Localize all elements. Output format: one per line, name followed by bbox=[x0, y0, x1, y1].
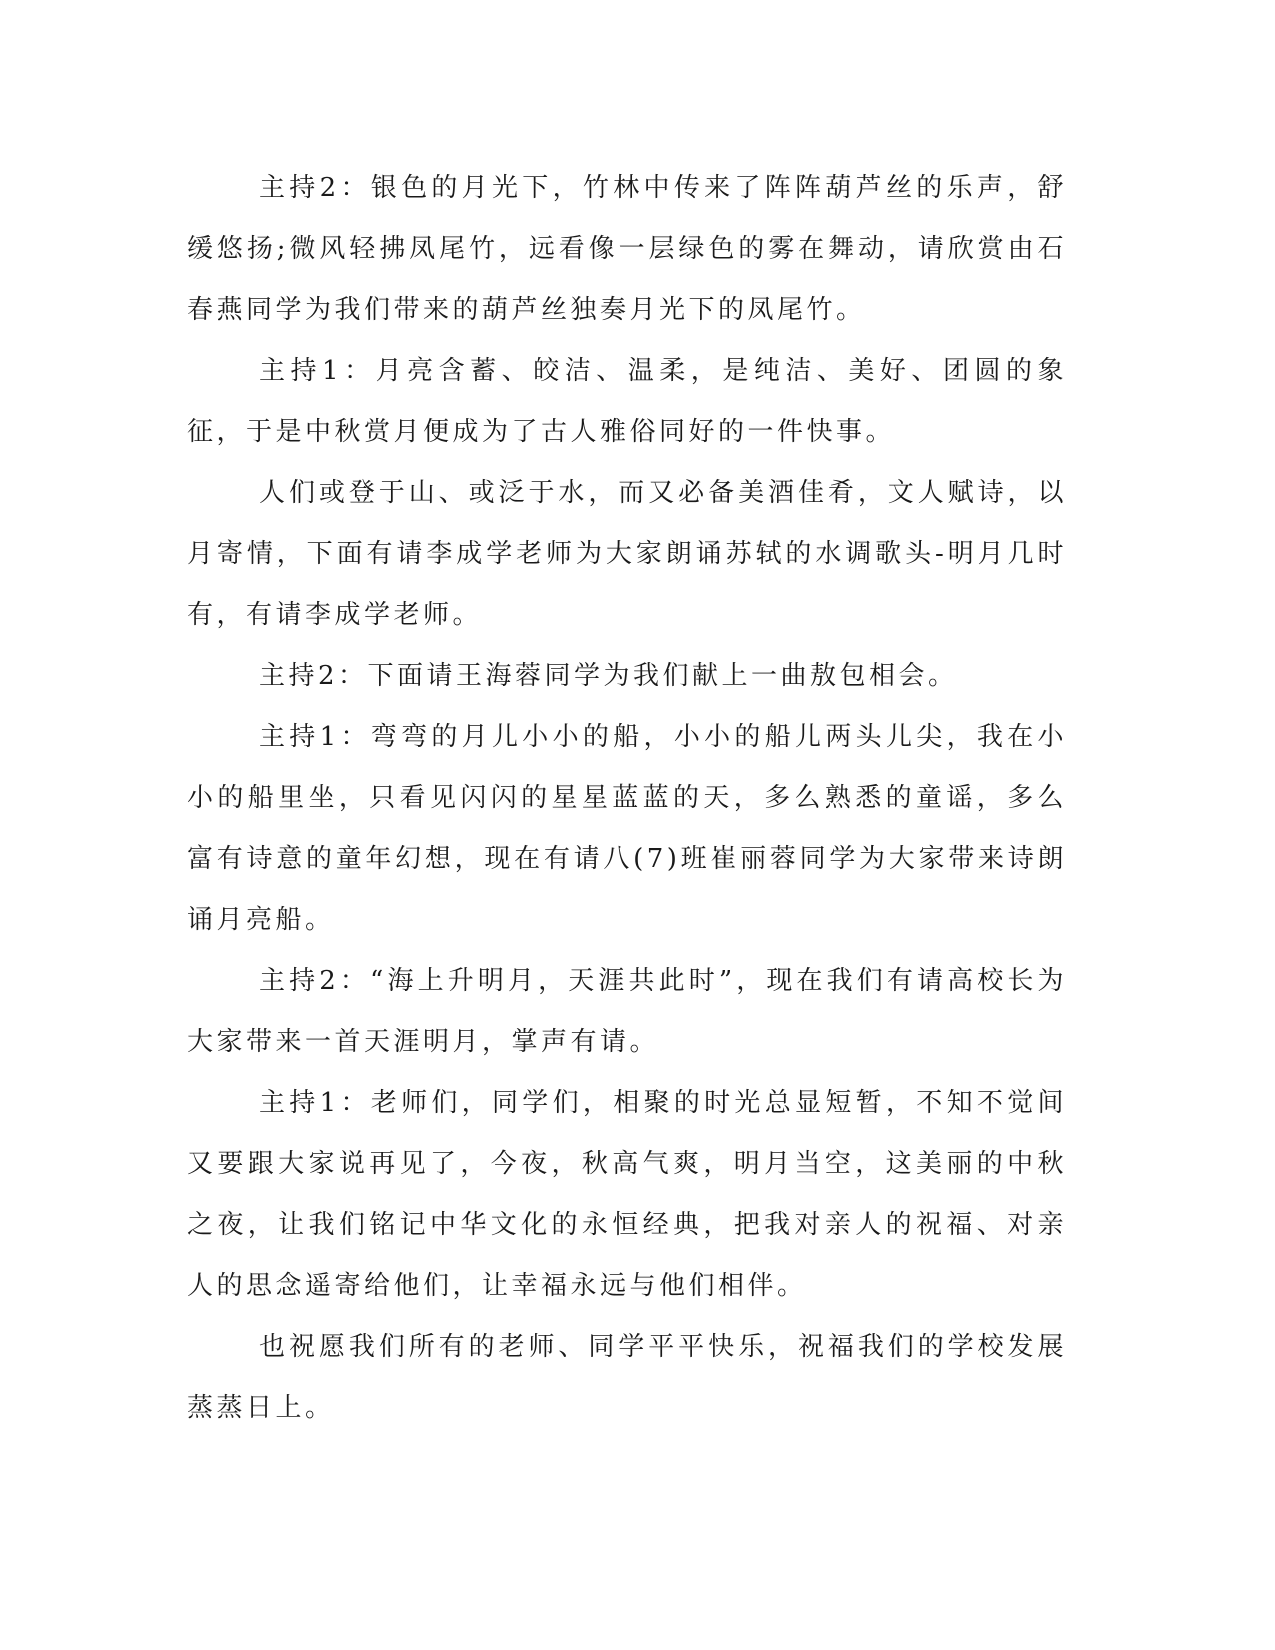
paragraph-host2-bamboo: 主持2：银色的月光下，竹林中传来了阵阵葫芦丝的乐声，舒缓悠扬;微风轻拂凤尾竹，远看像一层绿色的雾在舞动，请欣赏由石春燕同学为我们带来的葫芦丝独奏月光下的凤尾竹。 bbox=[187, 173, 1067, 325]
paragraph-host2-song: 主持2：下面请王海蓉同学为我们献上一曲敖包相会。 bbox=[259, 661, 958, 691]
paragraph-poem-recital: 人们或登于山、或泛于水，而又必备美酒佳肴，文人赋诗，以月寄情，下面有请李成学老师为大家朗诵苏轼的水调歌头-明月几时有，有请李成学老师。 bbox=[187, 478, 1067, 630]
paragraph-host1-farewell: 主持1：老师们，同学们，相聚的时光总显短暂，不知不觉间又要跟大家说再见了，今夜，秋高气爽，明月当空，这美丽的中秋之夜，让我们铭记中华文化的永恒经典，把我对亲人的祝福、对亲人的思念遥寄给他们，让幸福永远与他们相伴。 bbox=[187, 1088, 1067, 1301]
paragraph-host1-moon-boat: 主持1：弯弯的月儿小小的船，小小的船儿两头儿尖，我在小小的船里坐，只看见闪闪的星星蓝蓝的天，多么熟悉的童谣，多么富有诗意的童年幻想，现在有请八(7)班崔丽蓉同学为大家带来诗朗诵月亮船。 bbox=[187, 722, 1067, 935]
paragraph-host1-moon: 主持1：月亮含蓄、皎洁、温柔，是纯洁、美好、团圆的象征，于是中秋赏月便成为了古人雅俗同好的一件快事。 bbox=[187, 356, 1067, 447]
document-body bbox=[187, 158, 1067, 1439]
paragraph-host2-principal: 主持2：“海上升明月，天涯共此时”，现在我们有请高校长为大家带来一首天涯明月，掌声有请。 bbox=[187, 966, 1067, 1057]
paragraph-closing-wishes: 也祝愿我们所有的老师、同学平平快乐，祝福我们的学校发展蒸蒸日上。 bbox=[187, 1332, 1067, 1423]
